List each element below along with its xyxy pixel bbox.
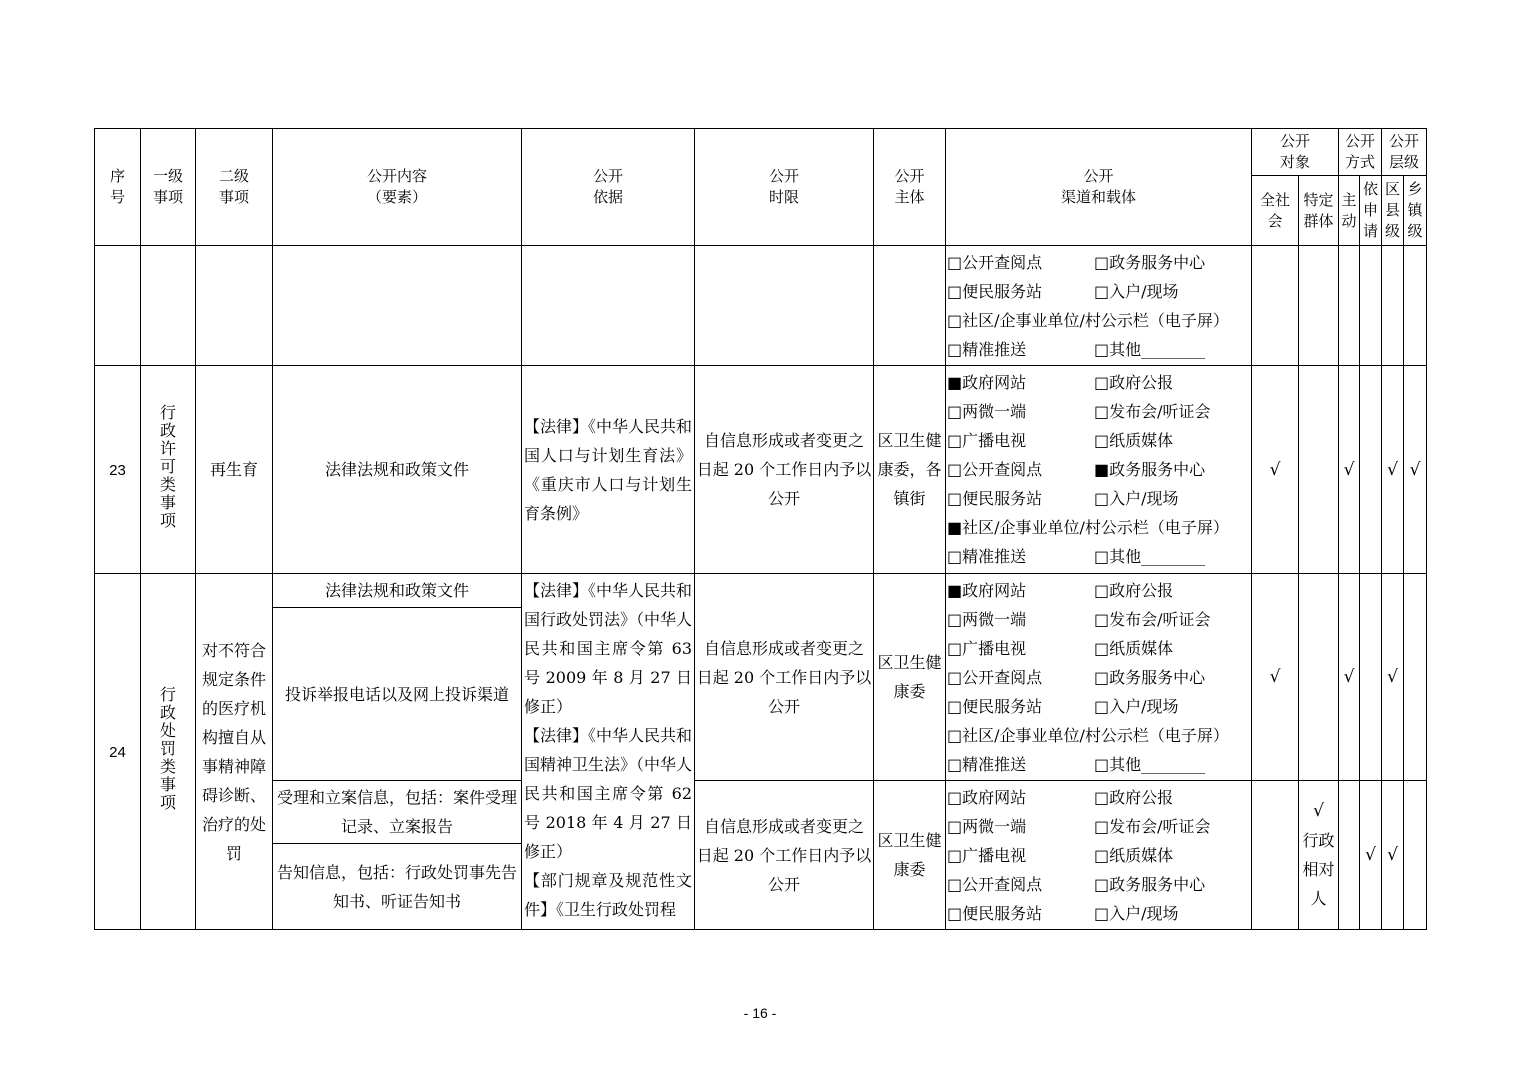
- header-level-town: [1404, 176, 1427, 246]
- header-level2-line: 事项: [218, 189, 249, 206]
- header-level-town-line: 镇: [1407, 202, 1423, 219]
- channel-option: □社区/企事业单位/村公示栏（电子屏）: [947, 310, 1229, 330]
- table-row: [95, 574, 1427, 608]
- channel-option: □入户/现场: [1094, 696, 1179, 716]
- level1-cell: [141, 246, 196, 366]
- channel-option: □其他________: [1094, 754, 1206, 774]
- check-mark: √: [1387, 845, 1398, 865]
- check-mark: √: [1365, 845, 1376, 865]
- time-limit-line: 自信息形成或者变更之: [703, 431, 864, 450]
- header-level-county: [1382, 176, 1404, 246]
- target-special-cell: [1299, 246, 1339, 366]
- channel-option: □政务服务中心: [1094, 252, 1206, 272]
- level2-cell: [196, 574, 273, 930]
- content-cell: [273, 608, 522, 781]
- time-limit-line: 公开: [767, 874, 800, 894]
- header-row: [95, 129, 1427, 176]
- basis-cell: [522, 574, 695, 930]
- channel-option: □政府公报: [1094, 580, 1174, 600]
- header-basis-line: 依据: [592, 189, 623, 206]
- header-level: [1382, 129, 1427, 176]
- header-method-active-line: 动: [1341, 212, 1357, 230]
- method-active-cell: [1339, 366, 1360, 574]
- content-item: 告知信息，包括：行政处罚事先告知书、听证告知书: [276, 862, 517, 911]
- level2-label: 再生育: [209, 460, 258, 479]
- header-seq: [95, 129, 141, 246]
- header-time-limit: [695, 129, 874, 246]
- channel-option: □入户/现场: [1094, 281, 1179, 301]
- channel-option: □公开查阅点: [947, 252, 1043, 272]
- header-method-request-line: 依: [1363, 181, 1379, 198]
- subject-text: 区卫生健康委: [877, 831, 942, 879]
- channel-option: □纸质媒体: [1094, 431, 1174, 450]
- level-county-cell: [1382, 574, 1404, 781]
- subject-cell: [874, 781, 946, 930]
- channel-option: □发布会/听证会: [1094, 816, 1211, 836]
- channel-list: [946, 576, 1251, 779]
- subject-cell: [874, 574, 946, 781]
- target-special-cell: [1299, 574, 1339, 781]
- method-request-cell: [1360, 574, 1382, 781]
- channel-option: □其他________: [1094, 547, 1206, 566]
- channel-option: □政府公报: [1094, 373, 1174, 392]
- content-cell: [273, 844, 522, 930]
- channel-list: [946, 248, 1251, 364]
- level-county-cell: [1382, 781, 1404, 930]
- target-all-cell: [1252, 246, 1299, 366]
- header-method-active: [1339, 176, 1360, 246]
- level1-label: 行政许可类事项: [159, 403, 176, 530]
- header-level-town-line: 乡: [1407, 181, 1423, 198]
- level-town-cell: [1404, 574, 1427, 781]
- channel-option: □政务服务中心: [1094, 667, 1206, 687]
- content-cell: [273, 574, 522, 608]
- channel-option: □公开查阅点: [947, 667, 1043, 687]
- content-item: 法律法规和政策文件: [324, 460, 469, 479]
- level2-cell: [196, 246, 273, 366]
- time-limit-line: 日起 20 个工作日内予以: [696, 667, 872, 687]
- header-time-limit-line: 公开: [768, 168, 799, 185]
- channel-option: □发布会/听证会: [1094, 609, 1211, 629]
- header-level-county-line: 县: [1385, 202, 1401, 219]
- subject-cell: [874, 366, 946, 574]
- check-mark: √: [1409, 459, 1421, 480]
- method-request-cell: [1360, 781, 1382, 930]
- channel-cell: [946, 246, 1252, 366]
- header-target: [1252, 129, 1339, 176]
- header-level-county-line: 级: [1385, 223, 1401, 240]
- target-all-cell: [1252, 781, 1299, 930]
- basis-paragraph: 【法律】《中华人民共和国行政处罚法》（中华人民共和国主席令第 63 号 2009 年 8 月 27 日修正）: [524, 581, 693, 716]
- target-special-cell: [1299, 366, 1339, 574]
- header-subject-line: 公开: [894, 168, 925, 185]
- method-request-cell: [1360, 366, 1382, 574]
- seq-number: 24: [109, 743, 126, 761]
- header-content: [273, 129, 522, 246]
- level1-cell: [141, 366, 196, 574]
- subject-cell: [874, 246, 946, 366]
- seq-number: 23: [109, 461, 126, 479]
- check-mark: √: [1387, 667, 1398, 687]
- header-level2-line: 二级: [218, 168, 249, 185]
- channel-option: □入户/现场: [1094, 489, 1179, 508]
- check-mark: √: [1269, 459, 1281, 480]
- channel-option: □社区/企事业单位/村公示栏（电子屏）: [947, 725, 1229, 745]
- header-time-limit-line: 时限: [768, 189, 799, 206]
- disclosure-table: [94, 128, 1427, 930]
- channel-option: □公开查阅点: [947, 460, 1043, 479]
- seq-cell: [95, 246, 141, 366]
- basis-text: 【法律】《中华人民共和国人口与计划生育法》《重庆市人口与计划生育条例》: [524, 416, 693, 523]
- target-all-cell: [1252, 366, 1299, 574]
- check-mark: √: [1269, 667, 1281, 687]
- channel-option: ■政务服务中心: [1094, 460, 1206, 479]
- basis-paragraph: 【法律】《中华人民共和国精神卫生法》（中华人民共和国主席令第 62 号 2018 年 4 月 27 日修正）: [524, 726, 693, 861]
- header-level-county-line: 区: [1385, 181, 1401, 198]
- channel-option: □精准推送: [947, 547, 1027, 566]
- header-method-request-line: 申: [1363, 202, 1379, 219]
- header-target-all-line: 会: [1267, 212, 1283, 230]
- method-request-cell: [1360, 246, 1382, 366]
- header-method-active-line: 主: [1341, 191, 1357, 209]
- level2-label: 对不符合规定条件的医疗机构擅自从事精神障碍诊断、治疗的处罚: [201, 640, 266, 863]
- level-town-cell: [1404, 781, 1427, 930]
- method-active-cell: [1339, 246, 1360, 366]
- header-method-request-line: 请: [1363, 223, 1379, 240]
- channel-option: ■社区/企事业单位/村公示栏（电子屏）: [947, 518, 1229, 537]
- check-mark: √: [1313, 801, 1324, 821]
- header-level-line: 层级: [1389, 154, 1420, 171]
- header-level-town-line: 级: [1407, 223, 1423, 240]
- method-active-cell: [1339, 781, 1360, 930]
- header-level1: [141, 129, 196, 246]
- channel-option: □便民服务站: [947, 489, 1043, 508]
- basis-cell: [522, 246, 695, 366]
- target-special-text: 行政相对人: [1302, 831, 1335, 908]
- content-item: 受理和立案信息，包括：案件受理记录、立案报告: [276, 788, 517, 836]
- channel-option: □两微一端: [947, 402, 1027, 421]
- channel-option: □其他________: [1094, 339, 1206, 359]
- channel-option: □政府公报: [1094, 787, 1174, 807]
- header-seq-line: 号: [109, 189, 125, 206]
- channel-option: □两微一端: [947, 816, 1027, 836]
- header-target-special-line: 群体: [1303, 212, 1334, 230]
- header-method-line: 公开: [1345, 133, 1376, 150]
- channel-option: □广播电视: [947, 431, 1027, 450]
- table-row-continued: [95, 246, 1427, 366]
- seq-cell: [95, 366, 141, 574]
- table-row: [95, 781, 1427, 844]
- time-limit-cell: [695, 781, 874, 930]
- time-limit-line: 自信息形成或者变更之: [703, 816, 864, 836]
- target-all-cell: [1252, 574, 1299, 781]
- header-method-request: [1360, 176, 1382, 246]
- header-seq-line: 序: [109, 168, 125, 185]
- time-limit-cell: [695, 246, 874, 366]
- basis-cell: [522, 366, 695, 574]
- header-level1-line: 一级: [152, 168, 183, 185]
- time-limit-line: 日起 20 个工作日内予以: [696, 845, 872, 865]
- check-mark: √: [1387, 459, 1398, 480]
- header-method: [1339, 129, 1382, 176]
- check-mark: √: [1343, 459, 1355, 480]
- method-active-cell: [1339, 574, 1360, 781]
- time-limit-line: 公开: [767, 489, 800, 508]
- channel-cell: [946, 574, 1252, 781]
- header-basis-line: 公开: [592, 168, 623, 185]
- channel-option: □精准推送: [947, 339, 1027, 359]
- channel-option: □政府网站: [947, 787, 1027, 807]
- level-town-cell: [1404, 366, 1427, 574]
- header-target-special-line: 特定: [1303, 191, 1334, 209]
- check-mark: √: [1343, 667, 1355, 687]
- header-target-all: [1252, 176, 1299, 246]
- header-target-line: 公开: [1280, 133, 1311, 150]
- header-target-line: 对象: [1280, 154, 1311, 171]
- channel-cell: [946, 366, 1252, 574]
- time-limit-cell: [695, 366, 874, 574]
- content-cell: [273, 246, 522, 366]
- level-county-cell: [1382, 366, 1404, 574]
- level1-label: 行政处罚类事项: [159, 685, 176, 812]
- channel-option: □政务服务中心: [1094, 874, 1206, 894]
- subject-text: 区卫生健康委: [877, 653, 942, 701]
- header-content-line: （要素）: [366, 189, 427, 206]
- channel-list: [946, 783, 1251, 928]
- channel-option: □公开查阅点: [947, 874, 1043, 894]
- channel-option: □广播电视: [947, 638, 1027, 658]
- channel-option: □便民服务站: [947, 281, 1043, 301]
- channel-option: □广播电视: [947, 845, 1027, 865]
- channel-option: □精准推送: [947, 754, 1027, 774]
- header-content-line: 公开内容: [366, 168, 427, 185]
- header-basis: [522, 129, 695, 246]
- basis-paragraph: 【部门规章及规范性文件】《卫生行政处罚程: [524, 871, 692, 919]
- content-item: 投诉举报电话以及网上投诉渠道: [284, 684, 509, 704]
- channel-option: ■政府网站: [947, 373, 1027, 392]
- header-target-all-line: 全社: [1259, 191, 1290, 209]
- basis-text: [522, 574, 694, 928]
- header-subject: [874, 129, 946, 246]
- channel-option: □入户/现场: [1094, 903, 1179, 923]
- header-channel-line: 渠道和载体: [1060, 189, 1136, 206]
- header-method-line: 方式: [1345, 154, 1376, 171]
- content-cell: [273, 366, 522, 574]
- header-level1-line: 事项: [152, 189, 183, 206]
- channel-option: □两微一端: [947, 609, 1027, 629]
- channel-option: □便民服务站: [947, 903, 1043, 923]
- seq-cell: [95, 574, 141, 930]
- content-cell: [273, 781, 522, 844]
- channel-list: [946, 368, 1251, 571]
- time-limit-line: 公开: [767, 696, 800, 716]
- target-special-cell: [1299, 781, 1339, 930]
- time-limit-line: 日起 20 个工作日内予以: [696, 460, 872, 479]
- channel-option: □便民服务站: [947, 696, 1043, 716]
- subject-text: 区卫生健康委，各镇街: [877, 431, 942, 508]
- level-town-cell: [1404, 246, 1427, 366]
- header-subject-line: 主体: [894, 189, 925, 206]
- header-channel-line: 公开: [1083, 168, 1114, 185]
- channel-cell: [946, 781, 1252, 930]
- content-item: 法律法规和政策文件: [324, 581, 469, 600]
- level1-cell: [141, 574, 196, 930]
- level-county-cell: [1382, 246, 1404, 366]
- channel-option: □发布会/听证会: [1094, 402, 1211, 421]
- page-number: - 16 -: [743, 1005, 777, 1021]
- table-row: [95, 366, 1427, 574]
- time-limit-line: 自信息形成或者变更之: [703, 638, 864, 658]
- header-level-line: 公开: [1389, 133, 1420, 150]
- level2-cell: [196, 366, 273, 574]
- channel-option: □纸质媒体: [1094, 845, 1174, 865]
- time-limit-cell: [695, 574, 874, 781]
- header-level2: [196, 129, 273, 246]
- header-channel: [946, 129, 1252, 246]
- header-target-special: [1299, 176, 1339, 246]
- channel-option: □纸质媒体: [1094, 638, 1174, 658]
- channel-option: ■政府网站: [947, 580, 1027, 600]
